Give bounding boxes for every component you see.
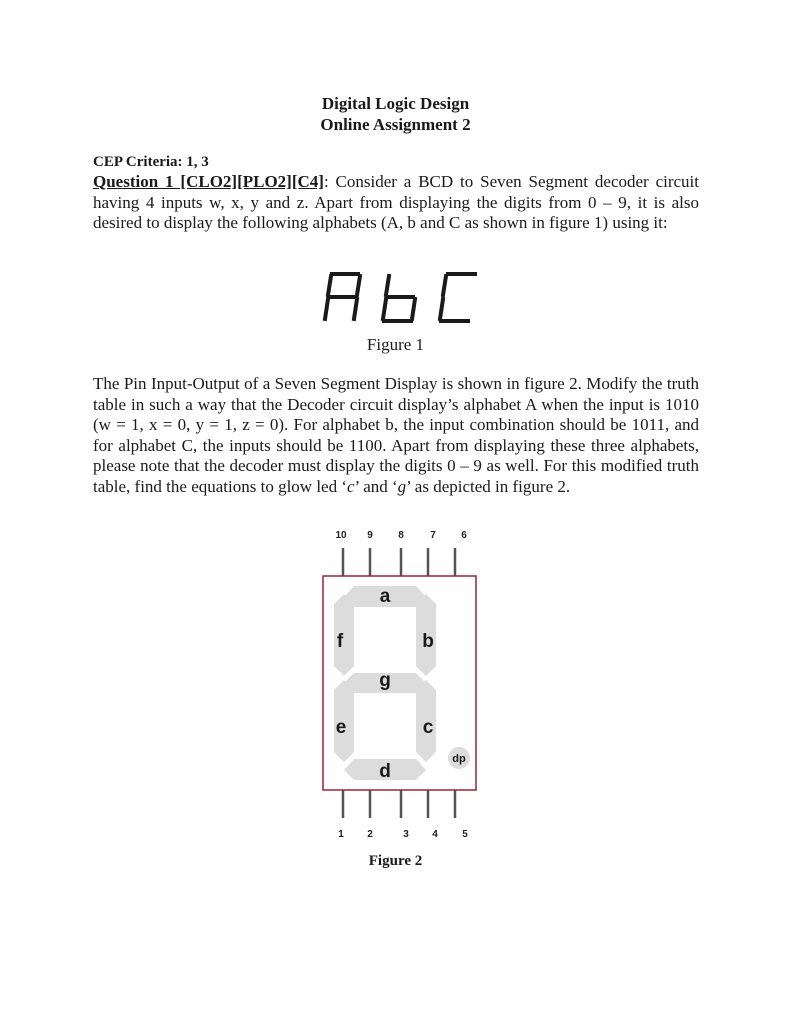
segment-a-label: a	[379, 586, 391, 607]
pin-7-label: 7	[430, 530, 436, 541]
top-pins	[343, 548, 455, 576]
paragraph-2-text-c: ’ as depicted in figure 2.	[406, 476, 571, 496]
pin-6-label: 6	[461, 530, 467, 541]
figure1-letter-b	[383, 276, 415, 321]
figure1-letter-c	[440, 274, 475, 321]
segment-c-ref: c	[347, 476, 355, 496]
question-paragraph	[93, 172, 699, 234]
segment-f-label: f	[336, 631, 344, 652]
paragraph-2-text-b: ’ and ‘	[354, 476, 398, 496]
course-title: Digital Logic Design	[321, 94, 470, 113]
segment-e-label: e	[335, 717, 347, 738]
figure2-seven-segment-pinout	[320, 520, 480, 845]
paragraph-2-text-a: The Pin Input-Output of a Seven Segment Display is shown in figure 2. Modify the truth table in such a way that the Decoder circuit display’s alphabet A when the input is 1010 (w = 1, x = 0, y = 1, z = 0). For alphabet b, the input combination should be 1011, and for alphabet C, the inputs should be 1100. Apart from displaying these three alphabets, please note that the decoder must display the digits 0 – 9 as well. For this modified truth table, find the equations to glow led ‘	[93, 374, 699, 496]
pin-2-label: 2	[367, 829, 373, 840]
segment-c-label: c	[422, 717, 434, 738]
segment-dp-label: dp	[452, 753, 466, 765]
figure2-caption: Figure 2	[368, 853, 423, 869]
paragraph-2	[93, 374, 699, 498]
pin-10-label: 10	[335, 530, 347, 541]
pin-4-label: 4	[432, 829, 438, 840]
question-body: : Consider a BCD to Seven Segment decoder circuit having 4 inputs w, x, y and z. Apart from displaying the digits from 0 – 9, it is also desired to display the following alphabets (A, b and C as shown in figure 1) using it:	[93, 172, 699, 233]
segment-g-ref: g	[397, 476, 407, 496]
cep-criteria: CEP Criteria: 1, 3	[93, 154, 209, 170]
segment-b-label: b	[422, 631, 434, 652]
bottom-pins	[343, 790, 455, 818]
question-heading: Question 1 [CLO2][PLO2][C4]	[93, 172, 324, 191]
figure1-abc-display	[322, 268, 482, 326]
pin-9-label: 9	[367, 530, 373, 541]
assignment-title: Online Assignment 2	[320, 115, 471, 134]
pin-8-label: 8	[398, 530, 404, 541]
figure1-caption: Figure 1	[366, 335, 425, 354]
pin-5-label: 5	[462, 829, 468, 840]
pin-1-label: 1	[338, 829, 344, 840]
segment-g-label: g	[379, 670, 391, 691]
figure1-letter-a	[325, 274, 360, 319]
pin-3-label: 3	[403, 829, 409, 840]
segment-d-label: d	[379, 761, 391, 782]
